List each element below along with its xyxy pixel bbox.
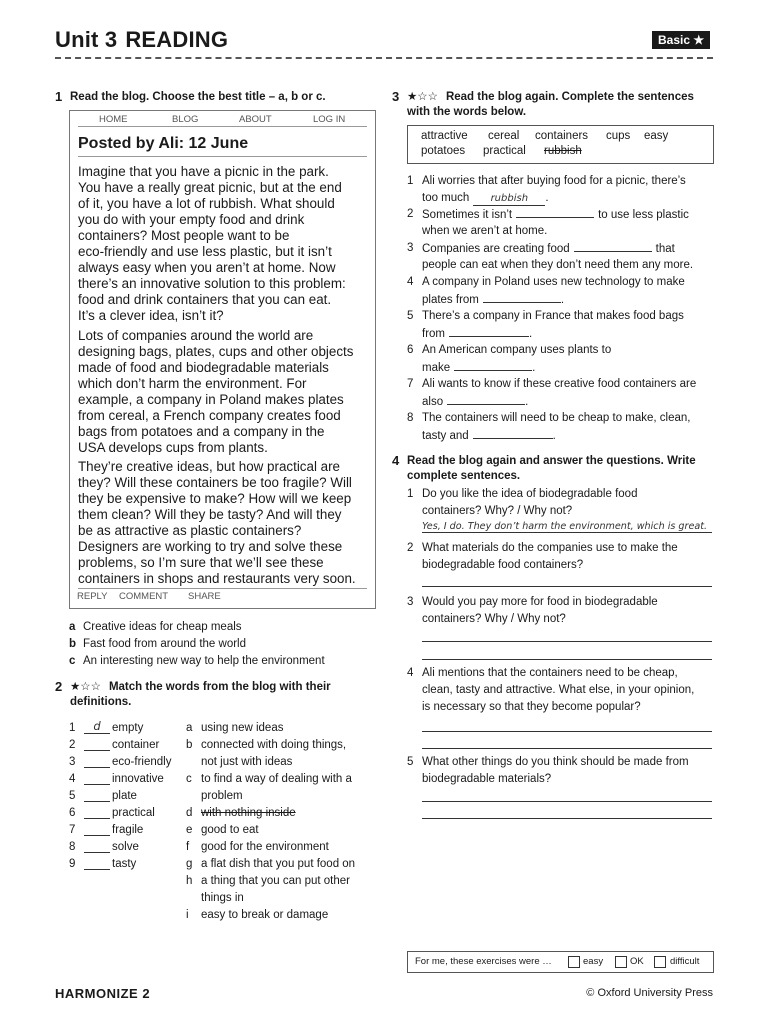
answer-blank[interactable]	[84, 858, 110, 870]
definition-letter: d	[186, 807, 193, 819]
question-text: What materials do the companies use to make the	[422, 542, 678, 554]
definition-letter: c	[186, 773, 192, 785]
sentence-number: 1	[407, 175, 414, 187]
blog-line: made of food and biodegradable materials	[78, 360, 329, 375]
match-word: practical	[112, 807, 155, 819]
sentence-line	[422, 359, 535, 377]
footer-level: 2	[142, 986, 151, 1001]
match-word: empty	[112, 722, 144, 734]
feedback-easy-checkbox[interactable]	[568, 956, 580, 968]
definition-text: a flat dish that you put food on	[201, 858, 356, 870]
sentence-text: .	[560, 294, 565, 306]
footer-brand	[55, 986, 150, 1001]
sentence-text: also	[422, 396, 444, 408]
definition-letter: b	[186, 739, 193, 751]
definition-text: not just with ideas	[201, 756, 293, 768]
sentence-text: make	[422, 362, 451, 374]
word-number: 7	[69, 824, 76, 836]
sentence-number: 6	[407, 344, 414, 356]
sentence-number: 7	[407, 378, 414, 390]
sentence-number: 5	[407, 310, 414, 322]
ex3-instruction	[407, 90, 694, 120]
blog-line: Imagine that you have a picnic in the park.	[78, 164, 329, 179]
blog-comment-link[interactable]: COMMENT	[119, 591, 169, 602]
level-badge: Basic ★	[652, 31, 710, 49]
definition-text: using new ideas	[201, 722, 284, 734]
blog-line: which don’t harm the environment. For	[78, 376, 307, 391]
blog-line: You have a really great picnic, but at the end	[78, 180, 342, 195]
answer-line[interactable]	[422, 659, 712, 660]
ex2-instruction	[70, 680, 331, 710]
ex2-stars: ★☆☆	[70, 681, 101, 693]
sentence-text: from	[422, 328, 445, 340]
blog-nav-login[interactable]: LOG IN	[313, 114, 346, 125]
word-box-item: practical	[483, 145, 526, 157]
ex4-instruction-line1: Read the blog again and answer the questions. Write	[407, 455, 696, 467]
ex3-instruction-line2: with the words below.	[407, 106, 527, 118]
ex3-word-box	[407, 125, 714, 164]
match-word: fragile	[112, 824, 144, 836]
answer-line[interactable]	[422, 641, 712, 642]
blog-line: eco-friendly and use less plastic, but it isn’t	[78, 244, 332, 259]
ex3-stars: ★☆☆	[407, 91, 438, 103]
match-word: solve	[112, 841, 139, 853]
answer-blank[interactable]	[447, 393, 525, 405]
sentence-line	[422, 257, 693, 274]
blog-title: Posted by Ali: 12 June	[78, 135, 249, 152]
section-label: READING	[125, 27, 229, 52]
sentence-text: people can eat when they don’t need them any more.	[422, 259, 694, 271]
ex3-instruction-line1: Read the blog again. Complete the sentences	[445, 91, 694, 103]
sentence-line	[422, 325, 532, 343]
definition-letter: i	[186, 909, 189, 921]
sentence-line	[422, 223, 547, 240]
blog-line: containers in shops and restaurants very soon.	[78, 571, 356, 586]
match-word: innovative	[112, 773, 164, 785]
blog-paragraph	[78, 459, 370, 587]
match-word: eco-friendly	[112, 756, 172, 768]
question-text: Would you pay more for food in biodegradable	[422, 596, 658, 608]
blog-nav-about[interactable]: ABOUT	[239, 114, 272, 125]
sentence-number: 8	[407, 412, 414, 424]
answer-blank[interactable]	[84, 790, 110, 802]
sentence-line	[422, 206, 689, 224]
answer-blank[interactable]	[84, 807, 110, 819]
answer-line[interactable]	[422, 818, 712, 819]
word-box-item-used: rubbish	[544, 145, 582, 157]
sentence-text: to use less plastic	[598, 209, 689, 221]
blog-line: Designers are working to try and solve these	[78, 539, 343, 554]
feedback-ok-label: OK	[630, 956, 644, 967]
blog-share-link[interactable]: SHARE	[188, 591, 221, 602]
sentence-line	[422, 308, 684, 325]
word-number: 3	[69, 756, 76, 768]
word-number: 9	[69, 858, 76, 870]
word-box-item: easy	[644, 130, 669, 142]
feedback-difficult-label: difficult	[670, 956, 700, 967]
question-text: biodegradable food containers?	[422, 559, 584, 571]
written-answer: Yes, I do. They don’t harm the environment, which is great.	[422, 521, 708, 532]
question-number: 4	[407, 667, 414, 679]
feedback-difficult-checkbox[interactable]	[654, 956, 666, 968]
answer-blank[interactable]: d	[84, 722, 110, 734]
blog-line: always easy when you aren’t at home. Now	[78, 260, 336, 275]
option-letter: b	[69, 638, 77, 650]
answer-blank[interactable]	[574, 240, 652, 252]
definition-text: with nothing inside	[201, 807, 296, 819]
word-box-item: potatoes	[421, 145, 466, 157]
blog-line: be as attractive as plastic containers?	[78, 523, 302, 538]
sentence-line	[422, 410, 691, 427]
sentence-text: There’s a company in France that makes food bags	[422, 310, 684, 322]
blog-box	[69, 110, 376, 609]
answer-blank[interactable]	[84, 756, 110, 768]
match-word: tasty	[112, 858, 137, 870]
word-number: 8	[69, 841, 76, 853]
definition-text: problem	[201, 790, 243, 802]
ex3-number: 3	[392, 89, 400, 104]
word-number: 5	[69, 790, 76, 802]
match-word: plate	[112, 790, 137, 802]
blog-reply-link[interactable]: REPLY	[77, 591, 108, 602]
definition-text: things in	[201, 892, 244, 904]
sentence-line	[422, 190, 549, 207]
question-number: 2	[407, 542, 414, 554]
answer-line[interactable]	[422, 748, 712, 749]
sentence-line	[422, 274, 685, 291]
question-text: Do you like the idea of biodegradable food	[422, 488, 638, 500]
definition-letter: e	[186, 824, 193, 836]
word-number: 4	[69, 773, 76, 785]
answer-blank[interactable]	[516, 206, 594, 218]
ex2-instruction-line2: definitions.	[70, 696, 132, 708]
feedback-easy-label: easy	[583, 956, 604, 967]
question-text: biodegradable materials?	[422, 773, 552, 785]
question-number: 1	[407, 488, 414, 500]
definition-text: easy to break or damage	[201, 909, 329, 921]
sentence-text: Companies are creating food	[422, 243, 570, 255]
definition-text: good for the environment	[201, 841, 329, 853]
blog-line: designing bags, plates, cups and other objects	[78, 344, 354, 359]
word-box-item: attractive	[421, 130, 468, 142]
blog-line: It’s a clever idea, isn’t it?	[78, 308, 224, 323]
sentence-text: An American company uses plants to	[422, 344, 612, 356]
question-text: containers? Why / Why not?	[422, 613, 566, 625]
sentence-text: .	[529, 328, 533, 340]
unit-label: Unit 3	[55, 27, 118, 52]
blog-line: they? Will these containers be too fragile? Will	[78, 475, 352, 490]
blog-line: example, a company in Poland makes plates	[78, 392, 344, 407]
question-number: 5	[407, 756, 414, 768]
option-b[interactable]	[69, 638, 246, 650]
sentence-line	[422, 342, 611, 359]
option-text: An interesting new way to help the environment	[83, 655, 325, 667]
sentence-text: when we aren’t at home.	[422, 225, 548, 237]
question-text: Ali mentions that the containers need to be cheap,	[422, 667, 678, 679]
sentence-text: Ali wants to know if these creative food containers are	[422, 378, 697, 390]
answer-line[interactable]	[422, 801, 712, 802]
blog-line: of it, you have a lot of rubbish. What should	[78, 196, 335, 211]
definition-letter: h	[186, 875, 193, 887]
feedback-box	[407, 951, 714, 973]
blog-line: Lots of companies around the world are	[78, 328, 314, 343]
answer-blank[interactable]	[84, 773, 110, 785]
blog-line: there’s an innovative solution to this problem:	[78, 276, 346, 291]
word-number: 6	[69, 807, 76, 819]
ex1-number: 1	[55, 89, 63, 104]
answer-line[interactable]	[422, 586, 712, 587]
sentence-text: .	[552, 430, 556, 442]
footer-copyright: © Oxford University Press	[586, 987, 713, 999]
sentence-text: Sometimes it isn’t	[422, 209, 513, 221]
sentence-number: 2	[407, 208, 414, 220]
feedback-ok-checkbox[interactable]	[615, 956, 627, 968]
question-number: 3	[407, 596, 414, 608]
answer-blank[interactable]: rubbish	[473, 194, 545, 206]
ex2-number: 2	[55, 679, 63, 694]
question-text: is necessary so that they become popular?	[422, 701, 641, 713]
ex1-instruction: Read the blog. Choose the best title – a, b or c.	[70, 91, 326, 103]
answer-blank[interactable]	[473, 427, 553, 439]
definition-letter: g	[186, 858, 193, 870]
sentence-line	[422, 427, 556, 445]
blog-line: They’re creative ideas, but how practical are	[78, 459, 340, 474]
answer-blank[interactable]	[483, 291, 561, 303]
definition-letter: a	[186, 722, 193, 734]
blog-title-divider	[78, 156, 367, 157]
word-box-item: cups	[606, 130, 631, 142]
blog-line: food and drink containers that you can eat.	[78, 292, 332, 307]
option-text: Creative ideas for cheap meals	[83, 621, 242, 633]
word-box-item: containers	[535, 130, 589, 142]
answer-blank[interactable]	[449, 325, 529, 337]
ex4-number: 4	[392, 453, 400, 468]
sentence-text: too much	[422, 192, 470, 204]
sentence-text: that	[655, 243, 675, 255]
definition-text: good to eat	[201, 824, 259, 836]
sentence-line	[422, 240, 675, 258]
word-number: 2	[69, 739, 76, 751]
word-box-item: cereal	[488, 130, 520, 142]
sentence-text: tasty and	[422, 430, 469, 442]
option-letter: c	[69, 655, 76, 667]
question-text: containers? Why? / Why not?	[422, 505, 573, 517]
question-text: clean, tasty and attractive. What else, in your opinion,	[422, 684, 695, 696]
ex4-instruction-line2: complete sentences.	[407, 470, 521, 482]
definition-letter: f	[186, 841, 190, 853]
sentence-line	[422, 393, 528, 411]
blog-nav-divider	[78, 126, 367, 127]
sentence-line	[422, 173, 686, 190]
sentence-text: A company in Poland uses new technology to make	[422, 276, 685, 288]
word-number: 1	[69, 722, 76, 734]
blog-paragraph	[78, 328, 370, 456]
answer-blank[interactable]	[84, 824, 110, 836]
sentence-text: plates from	[422, 294, 479, 306]
answer-blank[interactable]	[84, 739, 110, 751]
blog-line: they be expensive to make? How will we keep	[78, 491, 352, 506]
blog-line: bags from potatoes and a company in the	[78, 424, 325, 439]
answer-blank[interactable]	[84, 841, 110, 853]
blog-line: USA develops cups from plants.	[78, 440, 268, 455]
header-divider	[55, 57, 713, 59]
sentence-text: .	[545, 192, 549, 204]
blog-line: you do with your empty food and drink	[78, 212, 305, 227]
sentence-text: .	[532, 362, 536, 374]
blog-nav-blog[interactable]: BLOG	[172, 114, 199, 125]
sentence-number: 4	[407, 276, 414, 288]
answer-blank[interactable]	[454, 359, 532, 371]
blog-line: problems, so I’m sure that we’ll see these	[78, 555, 324, 570]
blog-line: containers? Most people want to be	[78, 228, 290, 243]
footer-brand-name: HARMONIZE	[55, 986, 139, 1001]
blog-nav-home[interactable]: HOME	[99, 114, 128, 125]
definition-text: connected with doing things,	[201, 739, 347, 751]
definition-text: a thing that you can put other	[201, 875, 350, 887]
ex2-instruction-line1: Match the words from the blog with their	[108, 681, 331, 693]
sentence-line	[422, 291, 564, 309]
answer-line[interactable]	[422, 731, 712, 732]
blog-paragraph	[78, 164, 370, 324]
blog-line: them clean? Will they be tasty? And will they	[78, 507, 342, 522]
option-letter: a	[69, 621, 76, 633]
option-text: Fast food from around the world	[83, 638, 246, 650]
match-word: container	[112, 739, 160, 751]
sentence-text: .	[525, 396, 529, 408]
option-c[interactable]	[69, 655, 325, 667]
sentence-text: The containers will need to be cheap to make, clean,	[422, 412, 691, 424]
feedback-prompt: For me, these exercises were …	[415, 956, 552, 967]
sentence-line	[422, 376, 696, 393]
sentence-number: 3	[407, 242, 414, 254]
sentence-text: Ali worries that after buying food for a picnic, there’s	[422, 175, 686, 187]
ex4-instruction	[407, 454, 696, 484]
question-text: What other things do you think should be made from	[422, 756, 689, 768]
definition-text: to find a way of dealing with a	[201, 773, 352, 785]
blog-line: from cereal, a French company creates food	[78, 408, 341, 423]
page-title	[55, 27, 228, 53]
option-a[interactable]	[69, 621, 242, 633]
blog-footer-divider	[78, 588, 367, 589]
